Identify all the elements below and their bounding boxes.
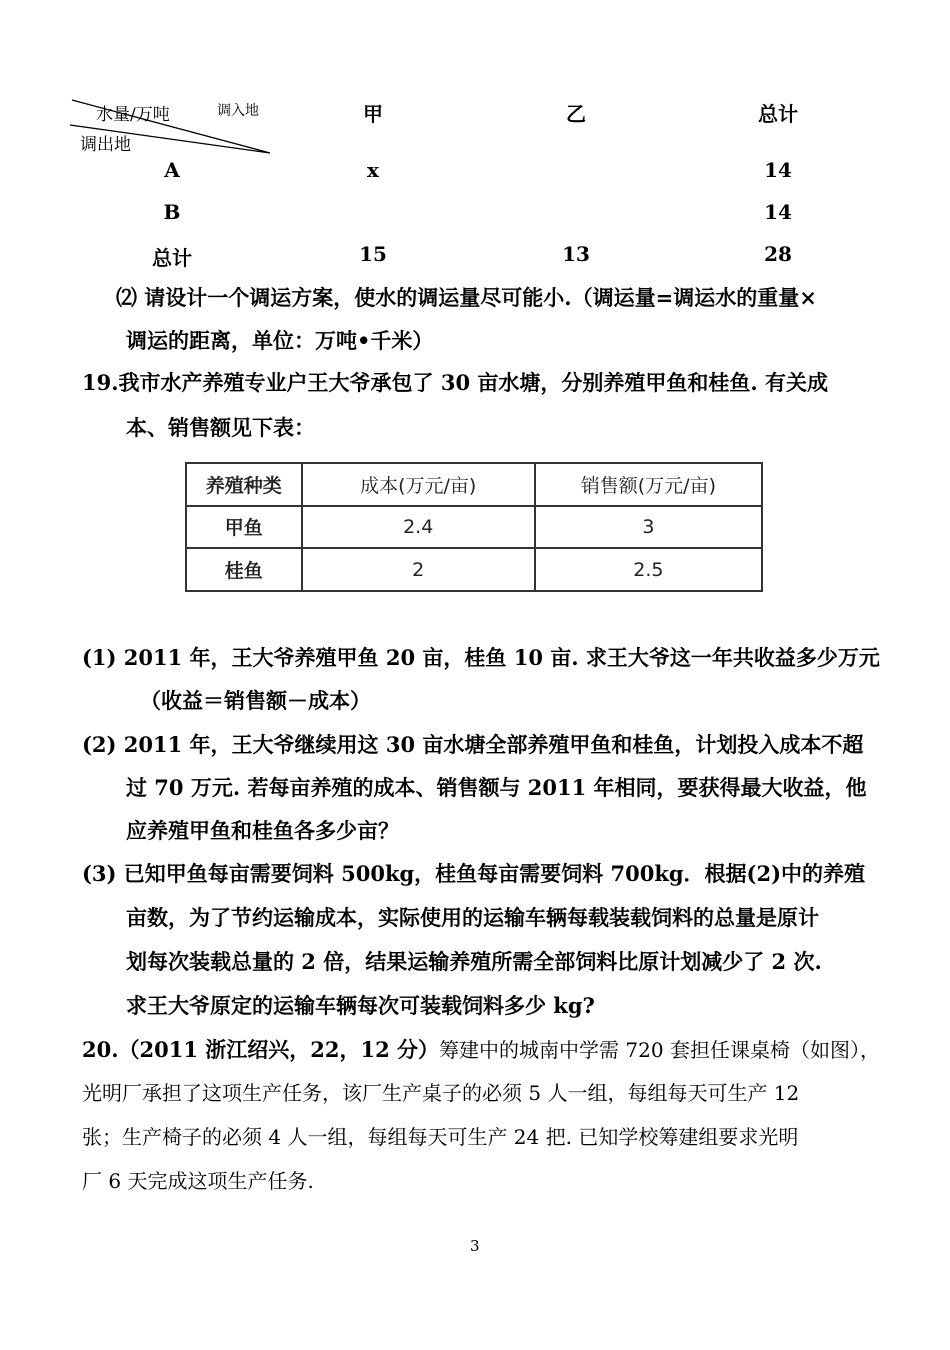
q19-part2-line1: (2) 2011 年，王大爷继续用这 30 亩水塘全部养殖甲鱼和桂鱼，计划投入成本不超 bbox=[82, 732, 864, 757]
q19-part3-line2: 亩数，为了节约运输成本，实际使用的运输车辆每载装载饲料的总量是原计 bbox=[126, 905, 819, 930]
fish-cost-table bbox=[185, 462, 763, 592]
col-header-total: 总计 bbox=[758, 102, 798, 126]
q20-line2: 光明厂承担了这项生产任务，该厂生产桌子的必须 5 人一组，每组每天可生产 12 bbox=[82, 1081, 800, 1105]
diag-label-bottom: 调出地 bbox=[80, 135, 131, 155]
q19-part3-line4: 求王大爷原定的运输车辆每次可装载饲料多少 kg? bbox=[126, 993, 595, 1018]
cell-b-total: 14 bbox=[764, 200, 792, 224]
cell-a-total: 14 bbox=[764, 158, 792, 182]
table-cell: 2.4 bbox=[302, 506, 535, 549]
q20-line1-text: 筹建中的城南中学需 720 套担任课桌椅（如图）， bbox=[439, 1038, 880, 1062]
table-row bbox=[186, 506, 762, 549]
cell-a-jia: x bbox=[367, 158, 379, 182]
table-cell: 3 bbox=[535, 506, 762, 549]
q19-part1-line2: （收益＝销售额－成本） bbox=[140, 688, 371, 713]
q20-source-prefix: 20.（2011 浙江绍兴，22，12 分） bbox=[82, 1037, 440, 1062]
cell-total-total: 28 bbox=[764, 242, 792, 266]
q19-part1-line1: (1) 2011 年，王大爷养殖甲鱼 20 亩，桂鱼 10 亩. 求王大爷这一年共收益多少万元 bbox=[82, 645, 880, 670]
cell-total-yi: 13 bbox=[562, 242, 590, 266]
q20-line3: 张；生产椅子的必须 4 人一组，每组每天可生产 24 把. 已知学校筹建组要求光明 bbox=[82, 1125, 799, 1149]
q19-part2-line2: 过 70 万元. 若每亩养殖的成本、销售额与 2011 年相同，要获得最大收益，他 bbox=[126, 775, 867, 800]
cell-total-jia: 15 bbox=[359, 242, 387, 266]
diag-label-top: 水量/万吨 bbox=[96, 105, 170, 125]
q19-stem-line1: 19.我市水产养殖专业户王大爷承包了 30 亩水塘，分别养殖甲鱼和桂鱼. 有关成 bbox=[82, 370, 828, 395]
table-cell: 桂鱼 bbox=[186, 548, 302, 591]
q18-part2-line1: ⑵ 请设计一个调运方案，使水的调运量尽可能小.（调运量=调运水的重量× bbox=[116, 285, 817, 310]
col-header-jia: 甲 bbox=[363, 102, 383, 126]
table-header: 成本(万元/亩) bbox=[302, 463, 535, 506]
q19-part2-line3: 应养殖甲鱼和桂鱼各多少亩？ bbox=[126, 818, 399, 843]
diag-label-right: 调入地 bbox=[217, 103, 259, 119]
q19-stem-line2: 本、销售额见下表： bbox=[126, 415, 315, 440]
q20-line1 bbox=[82, 1039, 880, 1061]
col-header-yi: 乙 bbox=[566, 102, 586, 126]
q19-part3-line3: 划每次装载总量的 2 倍，结果运输养殖所需全部饲料比原计划减少了 2 次. bbox=[126, 949, 822, 974]
q20-line4: 厂 6 天完成这项生产任务. bbox=[82, 1169, 314, 1193]
table-cell: 2.5 bbox=[535, 548, 762, 591]
table-header-row bbox=[186, 463, 762, 506]
q18-part2-line2: 调运的距离，单位：万吨•千米） bbox=[126, 328, 434, 353]
table-header: 养殖种类 bbox=[186, 463, 302, 506]
row-label-total: 总计 bbox=[152, 246, 192, 270]
row-label-b: B bbox=[163, 200, 181, 224]
row-label-a: A bbox=[164, 158, 180, 182]
q19-part3-line1: (3) 已知甲鱼每亩需要饲料 500kg，桂鱼每亩需要饲料 700kg．根据(2)中的养殖 bbox=[82, 861, 866, 886]
table-cell: 甲鱼 bbox=[186, 506, 302, 549]
page-number: 3 bbox=[470, 1237, 480, 1255]
table-cell: 2 bbox=[302, 548, 535, 591]
table-header: 销售额(万元/亩) bbox=[535, 463, 762, 506]
table-row bbox=[186, 548, 762, 591]
